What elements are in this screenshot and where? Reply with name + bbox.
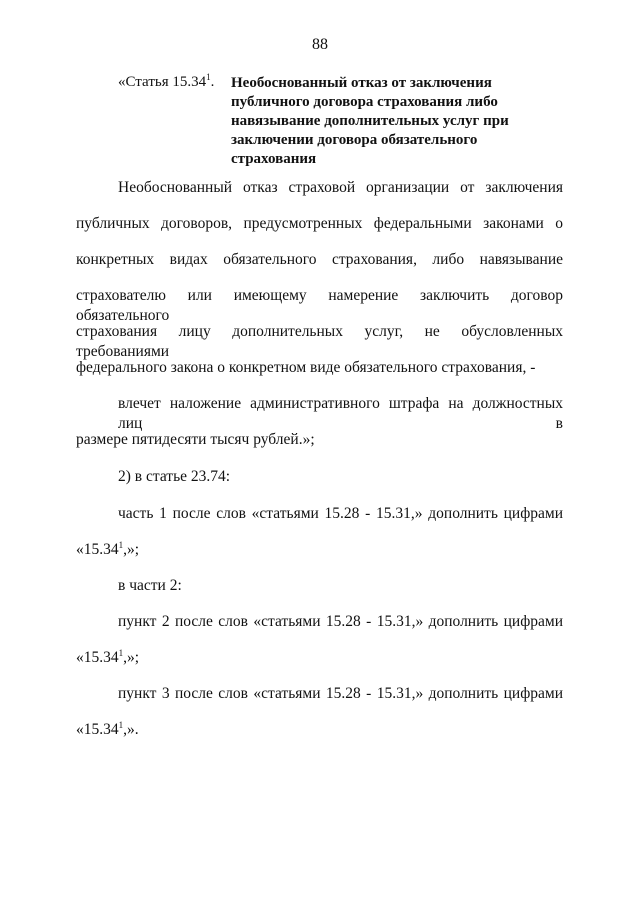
item-2-heading: 2) в статье 23.74:: [118, 468, 231, 485]
page-number: 88: [312, 36, 328, 53]
point-2-value-prefix: «15.34: [76, 649, 119, 666]
article-label-suffix: .: [210, 74, 215, 90]
point-3-value-suffix: ,».: [123, 721, 139, 738]
part-1-value: [76, 540, 139, 560]
point-2-value: [76, 648, 139, 668]
body-line: страхования лицу дополнительных услуг, не обусловленных требованиями: [76, 323, 563, 360]
body-line: федерального закона о конкретном виде обязательного страхования, -: [76, 359, 536, 376]
article-label-superscript: 1: [206, 72, 211, 82]
penalty-line: влечет наложение административного штрафа на должностных лиц в: [118, 395, 563, 432]
point-2-value-suffix: ,»;: [123, 649, 140, 666]
body-line: конкретных видах обязательного страхования, либо навязывание: [76, 251, 563, 268]
part-1-value-prefix: «15.34: [76, 541, 119, 558]
penalty-line: размере пятидесяти тысяч рублей.»;: [76, 431, 315, 448]
body-line: Необоснованный отказ страховой организации от заключения: [118, 179, 563, 196]
point-3-line: пункт 3 после слов «статьями 15.28 - 15.31,» дополнить цифрами: [118, 685, 563, 702]
body-line: публичных договоров, предусмотренных федеральными законами о: [76, 215, 563, 232]
article-title: Необоснованный отказ от заключения публичного договора страхования либо навязывание дополнительных услуг при заключении договора обязательного страхования: [231, 75, 509, 167]
point-2-line: пункт 2 после слов «статьями 15.28 - 15.31,» дополнить цифрами: [118, 613, 563, 630]
point-3-value: [76, 720, 139, 740]
point-3-value-prefix: «15.34: [76, 721, 119, 738]
body-line: страхователю или имеющему намерение заключить договор обязательного: [76, 287, 563, 324]
part-2-intro: в части 2:: [118, 577, 182, 594]
part-1-line: часть 1 после слов «статьями 15.28 - 15.31,» дополнить цифрами: [118, 505, 563, 522]
article-label: [118, 74, 214, 91]
part-1-value-suffix: ,»;: [123, 541, 140, 558]
part-1-value-superscript: 1: [118, 539, 124, 550]
point-3-value-superscript: 1: [118, 719, 124, 730]
point-2-value-superscript: 1: [118, 647, 124, 658]
article-label-prefix: «Статья 15.34: [118, 74, 207, 90]
